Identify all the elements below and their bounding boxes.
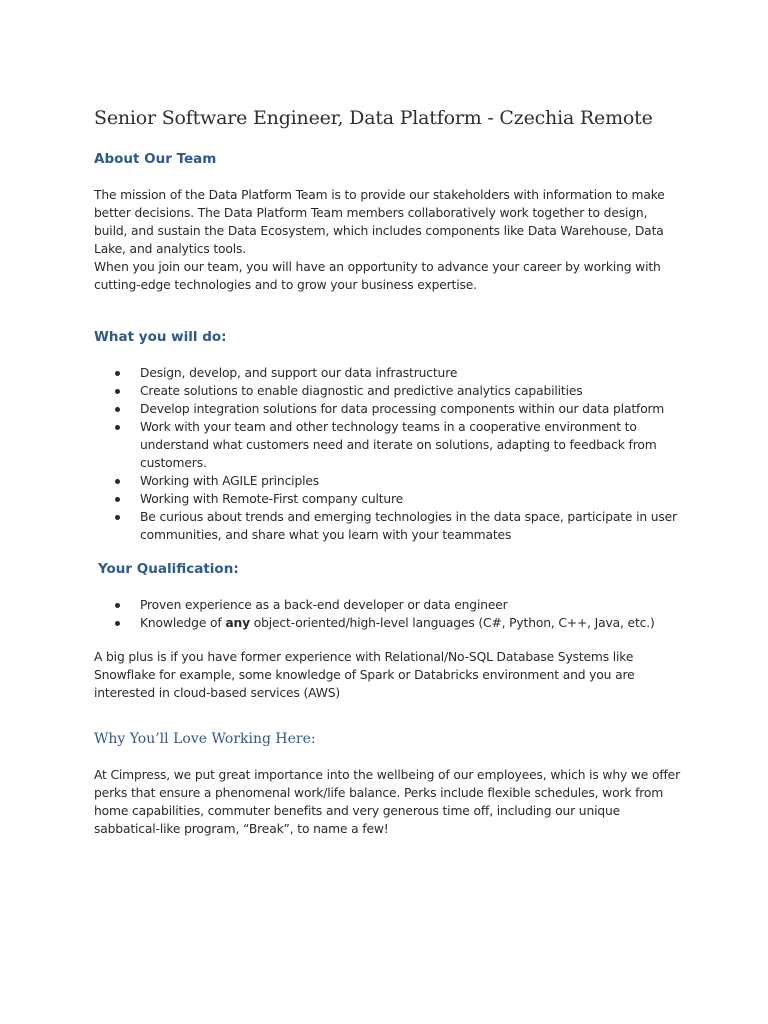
- list-item: [94, 614, 684, 632]
- what-you-will-do-list: [94, 364, 684, 544]
- list-item: [94, 418, 684, 472]
- bullet-icon: [115, 389, 120, 394]
- big-plus-paragraph: A big plus is if you have former experience with Relational/No-SQL Database Systems like Snowflake for example, some knowledge of Spark or Databricks environment and you are interested in cloud-based services (AWS): [94, 650, 635, 700]
- bullet-icon: [115, 425, 120, 430]
- list-item-text: Create solutions to enable diagnostic and predictive analytics capabilities: [140, 384, 583, 398]
- bullet-icon: [115, 497, 120, 502]
- list-item: [94, 596, 684, 614]
- why-love-heading: Why You’ll Love Working Here:: [94, 731, 316, 747]
- about-paragraph-2: When you join our team, you will have an opportunity to advance your career by working with cutting-edge technologies and to grow your business expertise.: [94, 260, 661, 292]
- document-title: Senior Software Engineer, Data Platform - Czechia Remote: [94, 107, 653, 129]
- bullet-icon: [115, 407, 120, 412]
- list-item-text: Work with your team and other technology teams in a cooperative environment to understand what customers need and iterate on solutions, adapting to feedback from customers.: [140, 420, 657, 470]
- bullet-icon: [115, 515, 120, 520]
- list-item: [94, 490, 684, 508]
- list-item-text: Design, develop, and support our data infrastructure: [140, 366, 458, 380]
- what-you-will-do-heading: What you will do:: [94, 329, 227, 345]
- document-page: [94, 104, 684, 838]
- list-item: [94, 508, 684, 544]
- bullet-icon: [115, 603, 120, 608]
- list-item-text: Working with AGILE principles: [140, 474, 320, 488]
- bullet-icon: [115, 371, 120, 376]
- qualification-list: [94, 596, 684, 632]
- list-item: [94, 364, 684, 382]
- list-item-text: Develop integration solutions for data processing components within our data platform: [140, 402, 665, 416]
- list-item-text: Working with Remote-First company culture: [140, 492, 404, 506]
- list-item-emphasis: any: [225, 616, 250, 630]
- list-item: [94, 400, 684, 418]
- about-paragraph-1: The mission of the Data Platform Team is to provide our stakeholders with information to make better decisions. The Data Platform Team members collaboratively work together to design, build, and sustain the Data Ecosystem, which includes components like Data Warehouse, Data Lake, and analytics tools.: [94, 188, 665, 256]
- qualification-heading: Your Qualification:: [98, 561, 239, 577]
- list-item: [94, 472, 684, 490]
- list-item-text: Be curious about trends and emerging technologies in the data space, participate in user communities, and share what you learn with your teammates: [140, 510, 677, 542]
- why-love-paragraph: At Cimpress, we put great importance into the wellbeing of our employees, which is why we offer perks that ensure a phenomenal work/life balance. Perks include flexible schedules, work from home capabilities, commuter benefits and very generous time off, including our unique sabbatical-like program, “Break”, to name a few!: [94, 768, 680, 836]
- list-item: [94, 382, 684, 400]
- about-heading: About Our Team: [94, 151, 217, 167]
- list-item-text-suffix: object-oriented/high-level languages (C#, Python, C++, Java, etc.): [249, 616, 655, 630]
- list-item-text: Proven experience as a back-end developer or data engineer: [140, 598, 508, 612]
- list-item-text-prefix: Knowledge of: [140, 616, 226, 630]
- bullet-icon: [115, 621, 120, 626]
- bullet-icon: [115, 479, 120, 484]
